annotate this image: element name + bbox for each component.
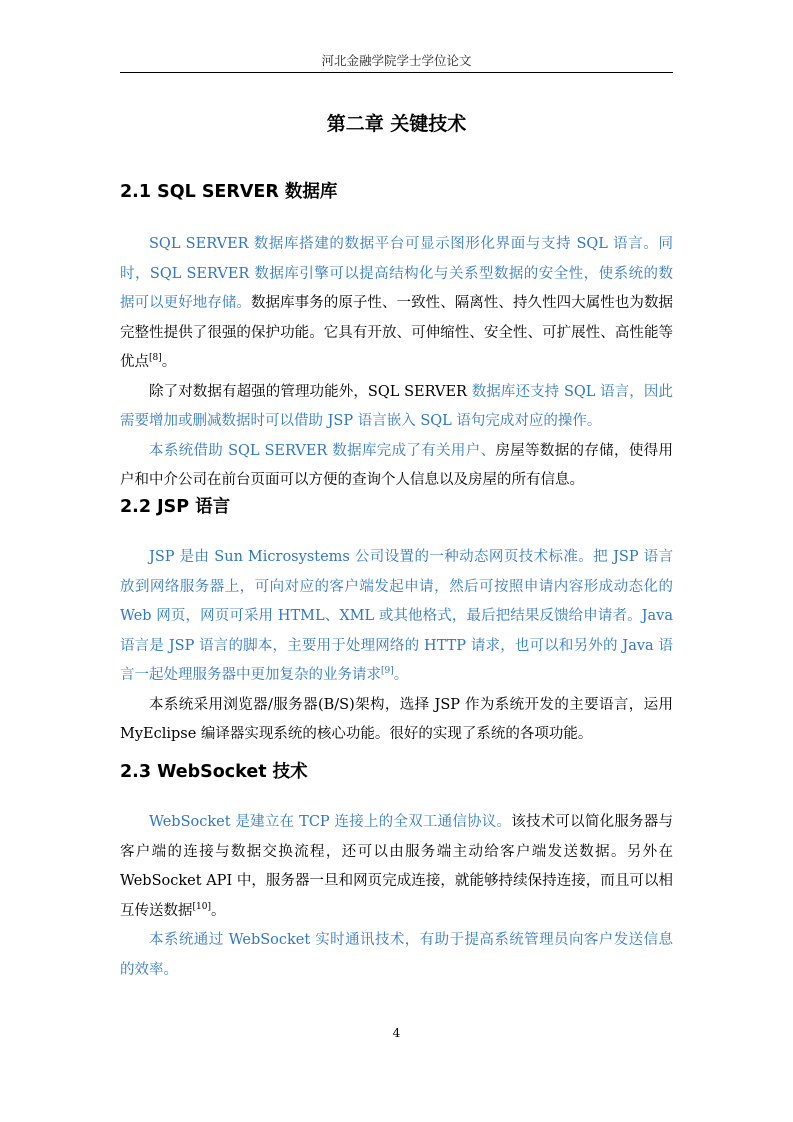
section-body-jsp: [120, 543, 673, 750]
header-rule: [120, 72, 673, 73]
text-run: JSP 是由 Sun Microsystems 公司设置的一种动态网页技术标准。把 JSP 语言放到网络服务器上，可向对应的客户端发起申请，然后可按照申请内容形成动态化的 Web 网页，网页可采用 HTML、XML 或其他格式，最后把结果反馈给申请者。Java 语言是 JSP 语言的脚本，主要用于处理网络的 HTTP 请求，也可以和另外的 Java 语言一起处理服务器中更加复杂的业务请求: [120, 549, 673, 683]
section-body-sql-server: [120, 230, 673, 496]
section-body-websocket: [120, 808, 673, 985]
text-run: WebSocket 是建立在 TCP 连接上的全双工通信协议。: [149, 814, 512, 830]
text-run: 除了对数据有超强的管理功能外，SQL SERVER: [149, 383, 472, 400]
text-run: 。: [161, 354, 177, 370]
chapter-title: 第二章 关键技术: [326, 113, 467, 135]
text-run: 数据库事务的原子性、一致性、隔离性、持久性四大属性也为数据完整性提供了很强的保护功能。它具有开放、可伸缩性、安全性、可扩展性、高性能等优点: [120, 295, 674, 370]
citation-ref: [10]: [192, 901, 211, 912]
body-paragraph: [120, 543, 673, 691]
body-paragraph: [120, 926, 673, 985]
text-run: 本系统采用浏览器/服务器(B/S)架构，选择 JSP 作为系统开发的主要语言，运用 MyEclipse 编译器实现系统的核心功能。很好的实现了系统的各项功能。: [120, 696, 673, 742]
text-run: 本系统通过 WebSocket 实时通讯技术，有助于提高系统管理员向客户发送信息的效率。: [120, 932, 673, 978]
section-heading-sql-server: 2.1 SQL SERVER 数据库: [120, 182, 338, 202]
citation-ref: [8]: [149, 353, 162, 363]
text-run: 该技术可以简化服务器与客户端的连接与数据交换流程，还可以由服务端主动给客户端发送数据。另外在 WebSocket API 中，服务器一旦和网页完成连接，就能够持续保持连接，而且可以相互传送数据: [120, 814, 674, 919]
section-heading-websocket: 2.3 WebSocket 技术: [120, 762, 308, 782]
page-number: 4: [392, 1026, 401, 1040]
text-run: 。: [210, 902, 226, 919]
body-paragraph: [120, 691, 673, 750]
body-paragraph: [120, 230, 673, 378]
text-run: SQL SERVER 数据库搭建的数据平台可显示图形化界面与支持 SQL 语言。同时，SQL SERVER 数据库引擎可以提高结构化与关系型数据的安全性，使系统的数据可以更好地存储。: [120, 236, 673, 311]
text-run: 。: [393, 667, 409, 683]
body-paragraph: [120, 378, 673, 437]
body-paragraph: [120, 808, 673, 926]
section-heading-jsp: 2.2 JSP 语言: [120, 497, 231, 517]
body-paragraph: [120, 437, 673, 496]
text-run: 房屋等数据的存储，使得用户和中介公司在前台页面可以方便的查询个人信息以及房屋的所有信息。: [120, 442, 674, 488]
text-run: 本系统借助 SQL SERVER 数据库完成了有关用户、: [149, 442, 496, 459]
text-run: 数据库还支持 SQL 语言，因此需要增加或删减数据时可以借助 JSP 语言嵌入 SQL 语句完成对应的操作。: [120, 383, 673, 429]
page-header: 河北金融学院学士学位论文: [321, 53, 472, 68]
citation-ref: [9]: [381, 666, 394, 676]
